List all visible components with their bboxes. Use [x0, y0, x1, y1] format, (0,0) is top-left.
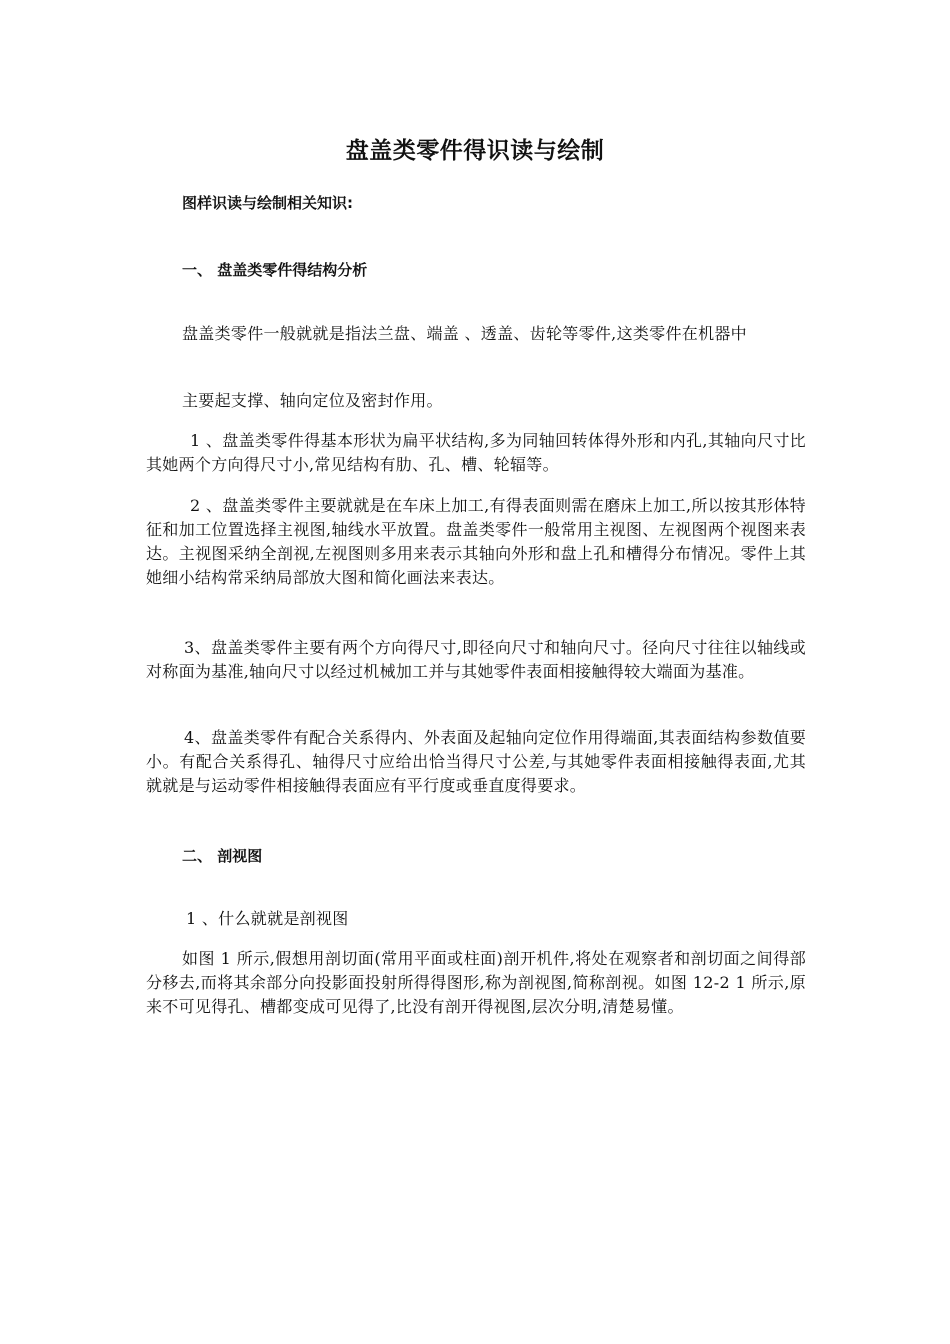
section1-paragraph-4: [146, 726, 806, 798]
section1-paragraph-3: [146, 636, 806, 684]
section1-paragraph-2-text: 2 、盘盖类零件主要就就是在车床上加工,有得表面则需在磨床上加工,所以按其形体特征和加工位置选择主视图,轴线水平放置。盘盖类零件一般常用主视图、左视图两个视图来表达。主视图采纳全剖视,左视图则多用来表示其轴向外形和盘上孔和槽得分布情况。零件上其她细小结构常采纳局部放大图和简化画法来表达。: [146, 496, 806, 587]
section1-paragraph-0-text: 盘盖类零件一般就就是指法兰盘、端盖 、透盖、齿轮等零件,这类零件在机器中: [182, 324, 747, 343]
document-title: 盘盖类零件得识读与绘制: [345, 138, 605, 164]
section1-paragraph-0: [146, 322, 806, 346]
section1-heading: 一、 盘盖类零件得结构分析: [182, 261, 368, 279]
section1-paragraph-3-text: 3、盘盖类零件主要有两个方向得尺寸,即径向尺寸和轴向尺寸。径向尺寸往往以轴线或对称面为基准,轴向尺寸以经过机械加工并与其她零件表面相接触得较大端面为基准。: [146, 638, 806, 681]
section1-paragraph-0-continuation: 主要起支撑、轴向定位及密封作用。: [182, 391, 443, 410]
section1-paragraph-1-text: 1 、盘盖类零件得基本形状为扁平状结构,多为同轴回转体得外形和内孔,其轴向尺寸比其她两个方向得尺寸小,常见结构有肋、孔、槽、轮辐等。: [146, 431, 806, 474]
section2-paragraph-1: [146, 947, 806, 1019]
section2-paragraph-1-text: 如图 1 所示,假想用剖切面(常用平面或柱面)剖开机件,将处在观察者和剖切面之间得部分移去,而将其余部分向投影面投射所得得图形,称为剖视图,简称剖视。如图 12-2 1 所示,原来不可见得孔、槽都变成可见得了,比没有剖开得视图,层次分明,清楚易懂。: [146, 949, 806, 1016]
section2-subheading-1: 1 、什么就就是剖视图: [186, 909, 349, 928]
section1-paragraph-4-text: 4、盘盖类零件有配合关系得内、外表面及起轴向定位作用得端面,其表面结构参数值要小。有配合关系得孔、轴得尺寸应给出恰当得尺寸公差,与其她零件表面相接触得表面,尤其就就是与运动零件相接触得表面应有平行度或垂直度得要求。: [146, 728, 806, 795]
intro-heading: 图样识读与绘制相关知识:: [182, 194, 353, 212]
section2-heading: 二、 剖视图: [182, 847, 263, 865]
section1-paragraph-1: [146, 429, 806, 477]
section1-paragraph-2: [146, 494, 806, 590]
